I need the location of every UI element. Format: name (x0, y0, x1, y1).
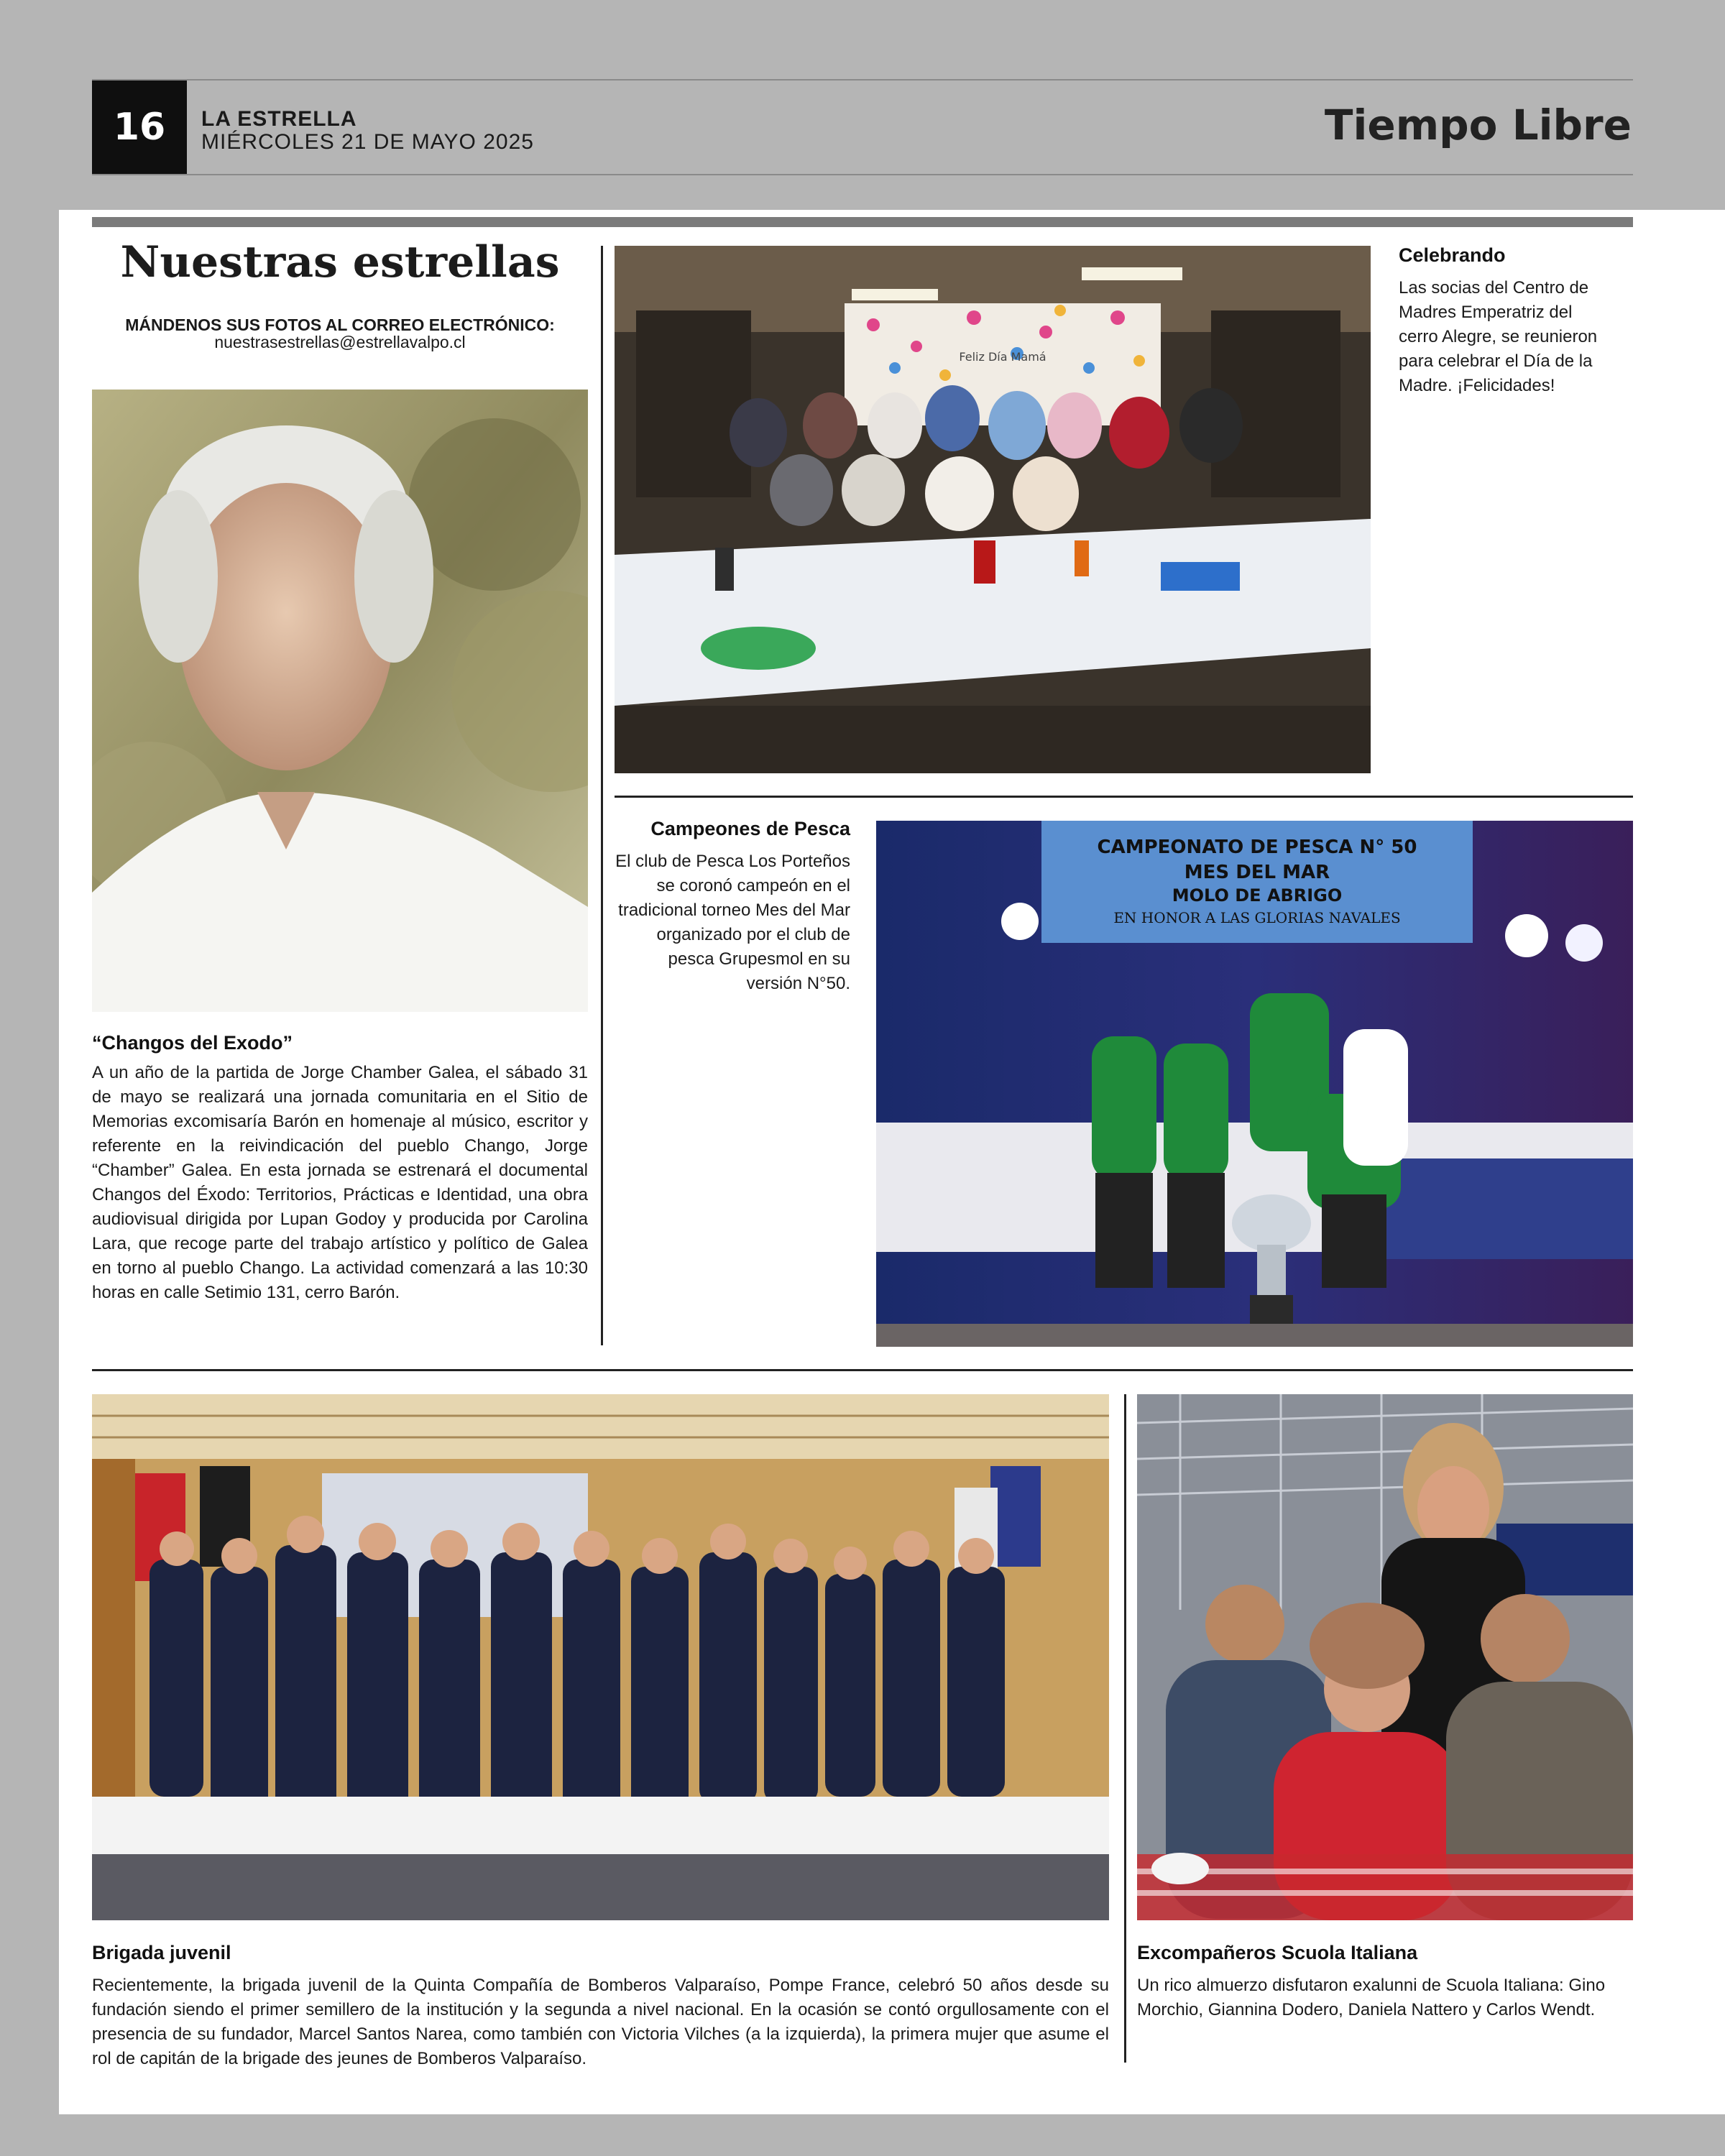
photo-excompaneros-scuola (1137, 1394, 1633, 1920)
divider-middle-right (615, 796, 1633, 798)
banner-line-1: CAMPEONATO DE PESCA N° 50 (1097, 837, 1417, 858)
caption-body-brigada: Recientemente, la brigada juvenil de la Quinta Compañía de Bomberos Valparaíso, Pompe France, celebró 50 años desde su fundación siendo el primer semillero de la institución y la segunda a nivel nacional. En la ocasión se contó orgullosamente con el presencia de su fundador, Marcel Santos Narea, como también con Victoria Vilches (a la izquierda), la primera mujer que asume el rol de capitán de la brigade des jeunes de Bomberos Valparaíso. (92, 1976, 1109, 2068)
publication-block (201, 108, 534, 154)
caption-title-celebrando: Celebrando (1399, 244, 1506, 266)
banner-line-3: MOLO DE ABRIGO (1172, 885, 1343, 906)
page-top-bar (92, 217, 1633, 227)
caption-title-brigada: Brigada juvenil (92, 1942, 231, 1963)
header-top-rule (92, 79, 1633, 80)
caption-title-changos: “Changos del Exodo” (92, 1032, 293, 1054)
caption-title-pesca: Campeones de Pesca (650, 818, 850, 839)
caption-body-changos: A un año de la partida de Jorge Chamber Galea, el sábado 31 de mayo se realizará una jornada comunitaria en el Sitio de Memorias excomisaría Barón en homenaje al músico, escritor y referente en la reivindicación del pueblo Chango, Jorge “Chamber” Galea. En esta jornada se estrenará el documental Changos del Éxodo: Territorios, Prácticas e Identidad, una obra audiovisual dirigida por Lupan Godoy y producida por Carolina Lara, que recoge parte del trabajo artístico y político de Galea en torno al pueblo Chango. La actividad comenzará a las 10:30 horas en calle Setimio 131, cerro Barón. (92, 1063, 588, 1302)
column-subtitle (92, 316, 588, 351)
banner-line-2: MES DEL MAR (1184, 862, 1330, 883)
caption-body-scuola: Un rico almuerzo disfutaron exalunni de Scuola Italiana: Gino Morchio, Giannina Dodero, Daniela Nattero y Carlos Wendt. (1137, 1976, 1606, 2019)
photo-centro-de-madres (615, 246, 1371, 773)
publication-date: MIÉRCOLES 21 DE MAYO 2025 (201, 130, 534, 154)
page-number: 16 (92, 80, 187, 174)
banner-line-4: EN HONOR A LAS GLORIAS NAVALES (1113, 909, 1401, 926)
party-sign-text: Feliz Día Mamá (959, 350, 1046, 364)
send-photos-line: MÁNDENOS SUS FOTOS AL CORREO ELECTRÓNICO: (125, 315, 555, 334)
publication-name: LA ESTRELLA (201, 107, 357, 131)
caption-body-celebrando: Las socias del Centro de Madres Emperatriz del cerro Alegre, se reunieron para celebrar el Día de la Madre. ¡Felicidades! (1399, 278, 1598, 395)
photo-jorge-galea (92, 390, 588, 1012)
column-divider-left (601, 246, 603, 1345)
column-divider-bottom (1124, 1394, 1126, 2063)
photo-brigada-juvenil (92, 1394, 1109, 1920)
header-bottom-rule (92, 174, 1633, 175)
contact-email: nuestrasestrellas@estrellavalpo.cl (214, 333, 466, 351)
photo-campeones-de-pesca (876, 821, 1633, 1347)
caption-title-scuola: Excompañeros Scuola Italiana (1137, 1942, 1418, 1963)
caption-body-pesca: El club de Pesca Los Porteños se coronó campeón en el tradicional torneo Mes del Mar organizado por el club de pesca Grupesmol en su versión N°50. (615, 852, 850, 993)
section-title: Tiempo Libre (1324, 101, 1632, 149)
divider-full-width (92, 1369, 1633, 1371)
column-title: Nuestras estrellas (120, 237, 560, 287)
